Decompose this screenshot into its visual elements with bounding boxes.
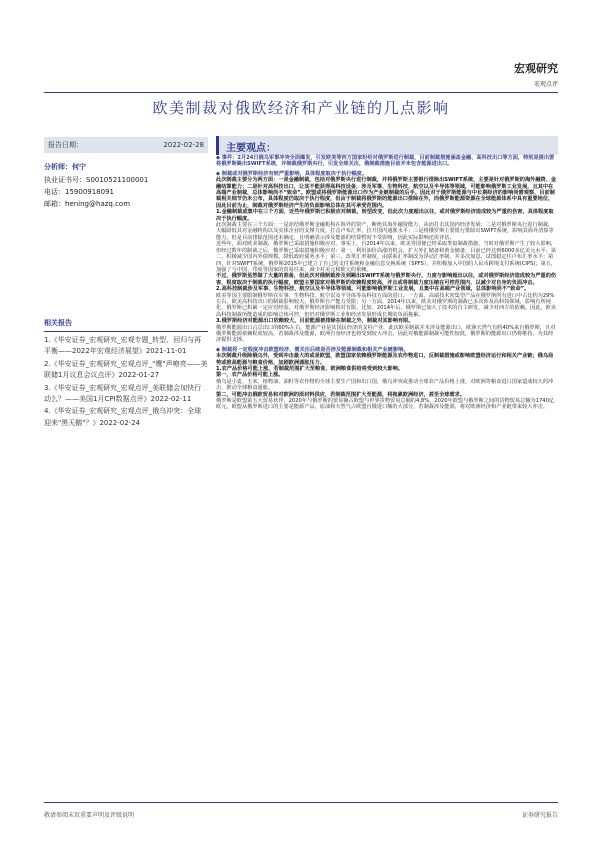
key-points-label: 主要观点： [226, 143, 276, 154]
body-paragraph: 本次制裁升级除俄乌外，受到冲击最大的或是欧盟，欧盟国家依赖俄罗斯能源及农作物进口，反制裁措施或影响欧盟经济运行和相关产业链；俄乌局势或推高能源与粮食价格，加剧欧洲通胀压力。 [216, 353, 554, 366]
related-reports-heading: 相关报告 [44, 319, 72, 327]
body-paragraph: 不过，俄罗斯虽然做了大量的准备，但此次对俄制裁涉及到踢出SWIFT系统与俄罗斯央行，力度与影响超出以往，或对俄罗斯经济造成较为严重的伤害，程度取决于制裁的执行幅度，欧盟主要国家对俄罗斯的依赖程度较高，并且或将制裁力度压缩在可控范围内，以减少对自身的负面冲击。 [216, 273, 557, 286]
body-paragraph: ◆ 制裁将一定程度冲击欧盟经济，需关注后续是否涉及能源制裁和相关产业链影响。 [216, 346, 409, 353]
header-title: 宏观研究 [514, 62, 558, 75]
report-date-bar [44, 137, 208, 153]
footer-disclaimer: 敬请参阅末页重要声明及评级说明 [44, 812, 135, 819]
related-report-item[interactable]: 3.《华安证券_宏观研究_宏观点评_美联储会加快行动么？——美国1月CPI数据点评》2022-02-11 [44, 383, 202, 404]
footer-rule [44, 802, 558, 803]
related-report-item[interactable]: 2.《华安证券_宏观研究_宏观点评_"鹰"声嘹亮——美联储1月议息会议点评》2022-01-27 [44, 359, 208, 380]
body-paragraph: 3.俄罗斯经济对能源出口依赖较大，目前能源被排除在制裁之外，制裁对其影响有限。 [216, 318, 414, 325]
main-body [216, 155, 558, 411]
body-paragraph: 俄乌是小麦、玉米、植物油、油籽等农作物的全球主要生产国和出口国，俄乌冲突或推动全球农产品价格上涨，对欧洲等粮食进口国家造成较大的冲击，推动全球粮食通胀。 [216, 378, 554, 392]
body-paragraph: 俄罗斯能源出口占总出口的60%左右，能源产业是其国民经济的支柱产业，此次欧美制裁并未涉及能源出口，欧洲天然气有约40%来自俄罗斯，且对俄罗斯能源依赖程度较高，若制裁涉及能源，欧洲自身经济也将受到较大冲击。因此对俄能源制裁可能性较低，俄罗斯的能源出口仍将维持，为其经济提供支撑。 [216, 324, 556, 344]
body-paragraph: 2.高科技制裁涉及军事、生物科技、航空以及半导体等领域，可能影响俄罗斯工业发展，且集中在高端产业领域，总体影响尚不“致命”。 [216, 286, 530, 293]
page-title: 欧美制裁对俄欧经济和产业链的几点影响 [152, 99, 450, 117]
analyst-email: 邮箱：hening@hazq.com [44, 200, 131, 208]
related-report-item[interactable]: 1.《华安证券_宏观研究_宏观专题_转型、回归与再平衡——2022年宏观经济展望》2021-11-01 [44, 336, 202, 356]
body-paragraph: 此次制裁主要在三个方面：一是冻结俄罗斯金融机构在海外的资产，断绝其海外融资能力，从而打击其国内经济发展；二是对俄罗斯央行进行制裁，大幅降低其对金融机构以及实体企业的支撑力度，打击卢布汇率，拉升国内通胀水平；三是将俄罗斯主要银行排除出SWIFT系统，影响其海外清算等能力，但是目前排除范围还未确定，且明确表示涉及能源的结算暂时不受影响，因此实际影响还需评估。 [216, 222, 554, 241]
analyst-phone: 电话：15900918091 [44, 188, 114, 196]
body-paragraph: 第二，可能冲击俄欧贸易和对欧洲的原材料供应，若制裁范围扩大至能源，将拖累欧洲经济，甚至全球需求。 [216, 391, 466, 398]
header-subtitle: 宏观点评 [533, 81, 558, 88]
report-date-value: 2022-02-28 [163, 141, 204, 149]
related-reports-rule [44, 331, 208, 332]
related-report-item[interactable]: 4.《华安证券_宏观研究_宏观点评_俄乌冲突：全球迎来"黑天鹅"？》2022-02-24 [44, 407, 202, 427]
body-paragraph: 第一，农产品价格可能上涨。 [216, 372, 284, 379]
header-rule [44, 92, 558, 93]
body-paragraph: 1.农产品价格可能上涨，若制裁范围扩大至粮食，欧洲粮食供给将受到较大影响。 [216, 366, 404, 372]
body-paragraph: ◆ 制裁或对俄罗斯经济有较严重影响，具体程度取决于执行幅度。 [216, 170, 368, 177]
body-paragraph: ◆ 事件：2月24日俄乌军事冲突全面爆发，引发欧美等西方国家纷纷对俄罗斯进行制裁，目前制裁措施涵盖金融、高科技出口等方面，特别是提出要将俄罗斯踢出SWIFT系统，并制裁俄罗斯央行，引发全球关注，俄制裁措施目前并未包含能源进出口。 [216, 155, 555, 168]
key-points-bar [216, 136, 558, 155]
related-reports-list [44, 335, 208, 430]
footer-report-type: 证券研究报告 [521, 812, 558, 819]
body-paragraph: 近些年，面对欧美制裁，俄罗斯已采取措施积极应对。事实上，自2014年以来，欧美等国便已经采取类似制裁措施，当时对俄罗斯产生了较大影响，但经过数年的制裁之后，俄罗斯已采取措施积极应对：第一，利用油价高涨的机会，扩大外汇储备和黄金储备，目前已经达到6000多亿美元水平；第二，积极减少国内外债规模，降低政府债务水平；第三，改革汇率制度，由联系汇率制改为浮动汇率制，并多次加息，试图稳定住卢布汇率水平；第四，针对SWIFT系统，俄罗斯2015年已建立了自己的支付系统和金融信息交换系统（SPFS），并积极加入中国的人民币跨境支付系统(CIPS)；第五，加强了与中国、印度等国家的贸易往来，减少对美元和欧元的依赖。 [216, 241, 557, 273]
analyst-heading: 分析师：何宁 [44, 163, 86, 171]
body-paragraph: 欧美等国主要限制俄罗斯在军事、生物科技、航空以及半导体等高科技方面的进口。一方面，高端技术密集型产品在俄罗斯所有进口中占比约为29%左右，欧美高科技出口的制裁影响较大，俄罗斯自产能力受限；另一方面，2014年以来，欧美对俄罗斯的制裁已多次涉及高科技领域，影响有所钝化，俄罗斯已积累一定应对经验，对俄罗斯经济影响相对有限。比如，2014年后，俄罗斯已加大了技术的自主研发，减少对西方的依赖。因此，欧美高科技制裁所能造成的影响总体可控，但仍对俄罗斯工业和经济发展形成长期的负面拖累。 [216, 292, 557, 318]
body-paragraph: 俄罗斯是欧盟第五大贸易伙伴，2020年与俄罗斯的贸易额占欧盟与世界货物贸易总额的4.8%。2020年欧盟与俄罗斯之间的货物贸易总额为1740亿欧元，欧盟从俄罗斯进口的主要是能源产品，原油和天然气占欧盟自俄进口额的大部分，若制裁涉及能源，将对欧洲经济和产业链带来较大冲击。 [216, 398, 555, 411]
body-paragraph: 1.金融制裁或集中在三个方面，近些年俄罗斯已积极应对制裁，转型改变，但此次力度超出以往，或对俄罗斯经济造成较为严重的伤害，具体程度取决于执行幅度。 [216, 209, 554, 222]
report-date-label: 报告日期： [48, 141, 83, 149]
analyst-license: 执业证书号：S0010521100001 [44, 176, 149, 184]
body-paragraph: 此次制裁主要分为两方面：一是金融制裁，包括对俄罗斯央行进行制裁，并将俄罗斯主要银行排除出SWIFT系统，主要是针对俄罗斯的海外融资、金融结算能力；二是针对高科技出口，让其不能获得高科技设备，涉及军事、生物科技、航空以及半导体等领域，可能影响俄罗斯工业发展，且其中在高端产业制裁，总体影响尚不“致命”。欧盟或将俄罗斯能源出口作为产业链制裁的后手。因此对于俄罗斯能源与中长期经济的影响尚需观察，目前制裁相关细节仍未公布，具体程度仍取决于执行程度，但由于制裁将俄罗斯的能源出口排除在外，而俄罗斯能源资源在全球能源体系中具有重要地位，因此目前为止，制裁对俄罗斯经济产生的负面影响总体在其可承受范围内。 [216, 177, 557, 209]
